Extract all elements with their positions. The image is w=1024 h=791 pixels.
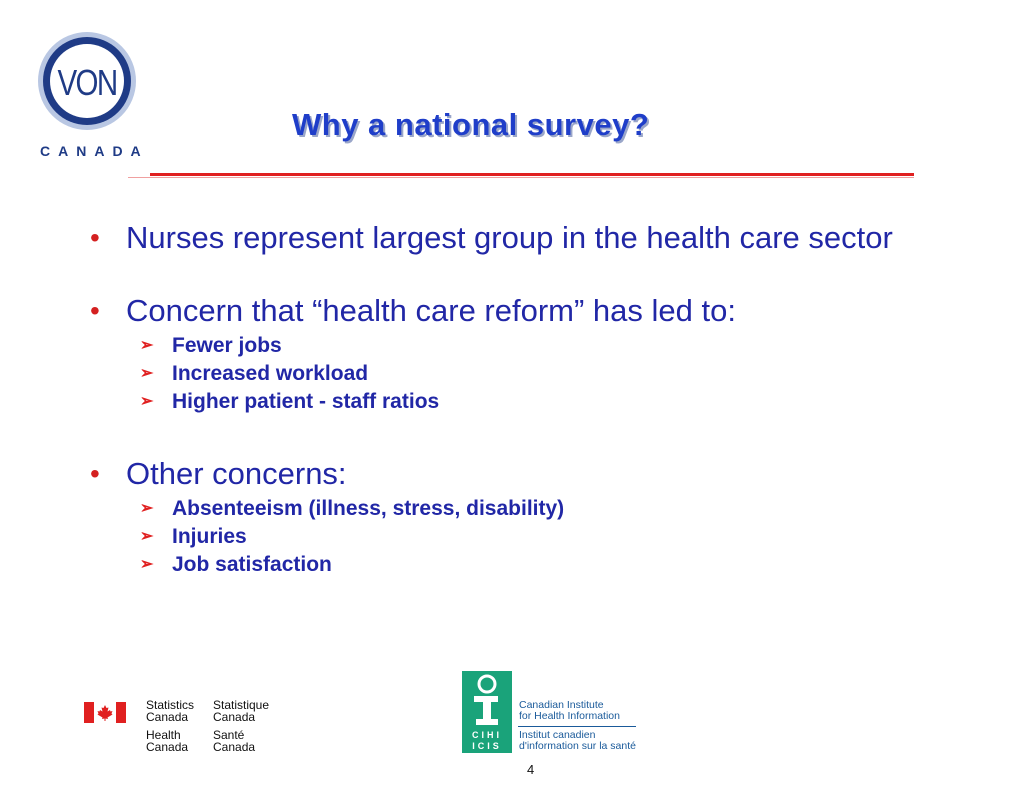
sub-bullet-text: Injuries bbox=[172, 525, 247, 548]
bullet-text: Concern that “health care reform” has led to: bbox=[126, 293, 736, 328]
arrow-bullet-icon: ➢ bbox=[140, 500, 154, 517]
sub-bullet-text: Job satisfaction bbox=[172, 553, 332, 576]
cihi-acronym-fr: ICIS bbox=[472, 741, 502, 751]
healthcan-fr bbox=[213, 729, 255, 753]
arrow-bullet-icon: ➢ bbox=[140, 365, 154, 382]
bullet-dot-icon: • bbox=[90, 295, 100, 326]
slide-title: Why a national survey? bbox=[292, 107, 650, 142]
cihi-en-name bbox=[519, 700, 620, 722]
page-number: 4 bbox=[527, 762, 535, 777]
bullet-dot-icon: • bbox=[90, 222, 100, 253]
cihi-info-icon bbox=[462, 671, 512, 753]
sub-bullet-item bbox=[90, 388, 950, 416]
sub-bullet-list bbox=[90, 332, 950, 416]
bullet-item bbox=[90, 291, 950, 330]
logo-text: VON bbox=[57, 62, 117, 103]
arrow-bullet-icon: ➢ bbox=[140, 393, 154, 410]
cihi-en-line1: Canadian Institute bbox=[519, 699, 604, 711]
bullet-text: Nurses represent largest group in the health care sector bbox=[126, 220, 893, 255]
title-divider bbox=[150, 173, 914, 176]
sub-bullet-text: Increased workload bbox=[172, 362, 369, 385]
healthcan-fr-line2: Canada bbox=[213, 740, 256, 754]
bullet-dot-icon: • bbox=[90, 458, 100, 489]
cihi-fr-name bbox=[519, 730, 636, 752]
cihi-logo bbox=[462, 671, 512, 753]
cihi-fr-line1: Institut canadien bbox=[519, 729, 596, 741]
statcan-fr-line1: Statistique bbox=[213, 698, 270, 712]
statcan-en-line2: Canada bbox=[146, 710, 189, 724]
healthcan-fr-line1: Santé bbox=[213, 728, 245, 742]
sub-bullet-text: Higher patient - staff ratios bbox=[172, 390, 440, 413]
sub-bullet-text: Fewer jobs bbox=[172, 334, 282, 357]
title-divider-shadow bbox=[128, 177, 914, 178]
sub-bullet-item bbox=[90, 523, 950, 551]
logo-subtitle: CANADA bbox=[40, 143, 149, 159]
bullet-item bbox=[90, 218, 950, 257]
bullet-text: Other concerns: bbox=[126, 456, 347, 491]
sub-bullet-item bbox=[90, 360, 950, 388]
sub-bullet-item bbox=[90, 495, 950, 523]
cihi-fr-line2: d'information sur la santé bbox=[519, 740, 636, 752]
statcan-en-line1: Statistics bbox=[146, 698, 195, 712]
sub-bullet-item bbox=[90, 551, 950, 579]
statcan-fr bbox=[213, 699, 269, 723]
healthcan-en bbox=[146, 729, 188, 753]
statcan-en bbox=[146, 699, 194, 723]
canada-flag-icon bbox=[84, 702, 126, 723]
cihi-en-line2: for Health Information bbox=[519, 710, 620, 722]
statcan-fr-line2: Canada bbox=[213, 710, 256, 724]
bullet-list bbox=[90, 218, 950, 579]
arrow-bullet-icon: ➢ bbox=[140, 528, 154, 545]
healthcan-en-line2: Canada bbox=[146, 740, 189, 754]
cihi-acronym-en: CIHI bbox=[472, 730, 502, 740]
von-canada-logo bbox=[34, 32, 149, 162]
arrow-bullet-icon: ➢ bbox=[140, 337, 154, 354]
sub-bullet-text: Absenteeism (illness, stress, disability) bbox=[172, 497, 565, 520]
cihi-divider bbox=[518, 726, 636, 727]
sub-bullet-item bbox=[90, 332, 950, 360]
arrow-bullet-icon: ➢ bbox=[140, 556, 154, 573]
healthcan-en-line1: Health bbox=[146, 728, 181, 742]
sub-bullet-list bbox=[90, 495, 950, 579]
bullet-item bbox=[90, 454, 950, 493]
